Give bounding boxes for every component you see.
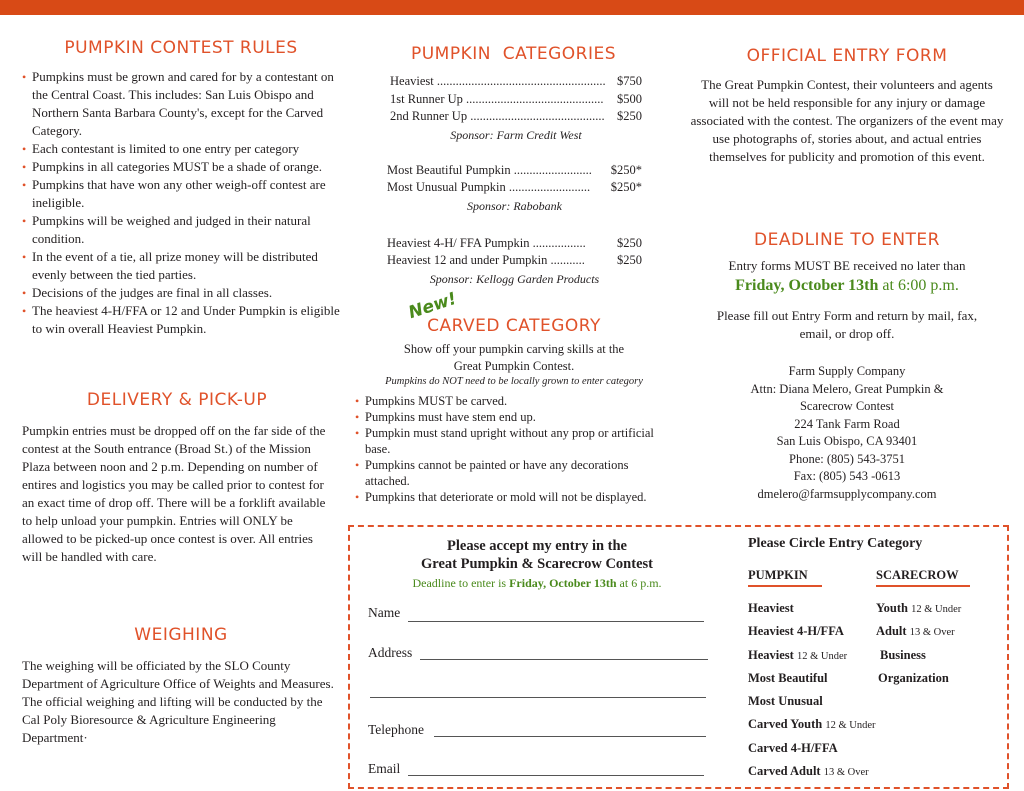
- rule-item: • Pumpkins that have won any other weigh-off contest are ineligible.: [22, 176, 340, 212]
- pumpkin-column-header: PUMPKIN: [748, 568, 808, 582]
- rules-section: [22, 38, 340, 338]
- deadline-heading: DEADLINE TO ENTER: [754, 230, 940, 250]
- sponsor-text: Sponsor: Kellogg Garden Products: [429, 271, 600, 286]
- delivery-section: [22, 390, 332, 566]
- category-amount: $500: [617, 91, 642, 106]
- option-sublabel: 12 & Under: [825, 720, 876, 731]
- category-row: [387, 235, 642, 253]
- option-sublabel: 13 & Over: [909, 627, 955, 638]
- official-section: [690, 46, 1004, 166]
- category-amount: $250*: [610, 162, 642, 177]
- deadline-time: at 6:00 p.m.: [878, 277, 959, 294]
- address-field-line2[interactable]: [370, 697, 706, 698]
- fill-out-instructions: Please fill out Entry Form and return by mail, fax, email, or drop off.: [716, 308, 978, 341]
- telephone-field[interactable]: [434, 736, 706, 737]
- form-deadline: [364, 576, 710, 591]
- category-label: Heaviest 12 and under Pumpkin ...........: [387, 253, 585, 267]
- categories-section: [385, 44, 642, 288]
- form-deadline-prefix: Deadline to enter is: [412, 576, 510, 590]
- option-label: Heaviest 4-H/FFA: [748, 624, 844, 638]
- category-amount: $750: [617, 74, 642, 88]
- scarecrow-header-underline: [876, 585, 970, 587]
- rule-item: • Each contestant is limited to one entry per category: [22, 140, 340, 158]
- deadline-date-line: [690, 277, 1004, 295]
- official-heading: OFFICIAL ENTRY FORM: [746, 46, 948, 66]
- address-line: 224 Tank Farm Road: [794, 416, 900, 431]
- form-title-line: Please accept my entry in the: [447, 538, 627, 554]
- option-carved-adult[interactable]: [748, 764, 869, 779]
- option-label: Organization: [878, 671, 949, 685]
- fax-line: Fax: (805) 543 -0613: [793, 469, 901, 483]
- option-scarecrow-youth[interactable]: [876, 601, 961, 616]
- address-line: San Luis Obispo, CA 93401: [776, 434, 918, 448]
- category-label: 1st Runner Up ............................................: [390, 91, 604, 106]
- carved-heading: CARVED CATEGORY: [427, 316, 601, 336]
- carved-rule-item: • Pumpkins must have stem end up.: [355, 409, 655, 425]
- category-amount: $250: [617, 235, 642, 250]
- option-label: Most Unusual: [748, 694, 823, 708]
- option-label: Carved Adult: [748, 764, 824, 778]
- category-group-beauty: [385, 162, 642, 215]
- carved-rules-list: [355, 393, 655, 505]
- email-field[interactable]: [408, 775, 704, 776]
- address-field[interactable]: [420, 659, 708, 660]
- option-label: Carved 4-H/FFA: [748, 741, 838, 755]
- category-label: Heaviest 4-H/ FFA Pumpkin .................: [387, 235, 586, 250]
- category-label: Most Unusual Pumpkin ..........................: [387, 180, 591, 194]
- delivery-text: Pumpkin entries must be dropped off on the far side of the contest at the South entrance (Broad St.) of the Mission Plaza between noon and 2 p.m. Depending on number of entires and logistics you may be called prior to contest for an exact time of drop off. There will be a forklift available to help unload your pumpkin. Entries will ONLY be allowed to be picked-up once contest is over. All entries will be handled with care.: [22, 423, 326, 564]
- phone-line: Phone: (805) 543-3751: [789, 451, 905, 466]
- carved-rule-item: • Pumpkins MUST be carved.: [355, 393, 655, 409]
- deadline-line: Entry forms MUST BE received no later than: [728, 258, 966, 273]
- carved-note: Pumpkins do NOT need to be locally grown to enter category: [385, 376, 643, 387]
- category-label: Most Beautiful Pumpkin .........................: [387, 162, 592, 177]
- carved-intro: Show off your pumpkin carving skills at the Great Pumpkin Contest.: [403, 342, 625, 373]
- weighing-section: [22, 625, 340, 747]
- rules-list: [22, 68, 340, 338]
- top-color-bar: [0, 0, 1024, 15]
- sponsor-text: Sponsor: Farm Credit West: [450, 127, 582, 142]
- option-scarecrow-business[interactable]: [880, 648, 926, 663]
- option-carved-4h-ffa[interactable]: [748, 741, 838, 756]
- address-line: Attn: Diana Melero, Great Pumpkin &: [750, 381, 944, 396]
- scarecrow-column-header: SCARECROW: [876, 568, 959, 582]
- circle-category-title: Please Circle Entry Category: [748, 536, 923, 551]
- form-title: [364, 537, 710, 591]
- rule-item: • Decisions of the judges are final in all classes.: [22, 284, 340, 302]
- option-heaviest-12-under[interactable]: [748, 648, 847, 663]
- form-deadline-date: Friday, October 13th: [509, 576, 617, 590]
- rule-item: • The heaviest 4-H/FFA or 12 and Under Pumpkin is eligible to win overall Heaviest Pumpkin.: [22, 302, 340, 338]
- weighing-heading: WEIGHING: [134, 625, 228, 645]
- rule-item: • In the event of a tie, all prize money will be distributed evenly between the tied parties.: [22, 248, 340, 284]
- category-group-youth: [385, 235, 642, 288]
- email-label: Email: [368, 761, 401, 776]
- option-scarecrow-adult[interactable]: [876, 624, 955, 639]
- option-scarecrow-organization[interactable]: [878, 671, 949, 686]
- form-title-line: Great Pumpkin & Scarecrow Contest: [421, 556, 653, 572]
- deadline-section: [690, 230, 1004, 503]
- email-address: dmelero@farmsupplycompany.com: [757, 486, 937, 501]
- category-row: [390, 108, 642, 126]
- pumpkin-header-underline: [748, 585, 822, 587]
- option-label: Heaviest: [748, 601, 794, 615]
- new-badge: New!: [406, 288, 460, 324]
- option-label: Carved Youth: [748, 717, 826, 731]
- rules-heading: PUMPKIN CONTEST RULES: [64, 38, 298, 58]
- sponsor-text: Sponsor: Rabobank: [467, 198, 562, 213]
- option-label: Adult: [876, 624, 910, 638]
- option-label: Business: [880, 648, 926, 662]
- category-group-heaviest: [385, 73, 642, 144]
- carved-rule-item: • Pumpkins that deteriorate or mold will not be displayed.: [355, 489, 655, 505]
- form-deadline-suffix: at 6 p.m.: [616, 576, 662, 590]
- category-row: [387, 179, 642, 197]
- carved-section: [355, 316, 673, 505]
- mailing-address: [690, 363, 1004, 503]
- deadline-date: Friday, October 13th: [735, 277, 879, 294]
- option-heaviest-4h-ffa[interactable]: [748, 624, 844, 639]
- option-most-beautiful[interactable]: [748, 671, 828, 686]
- telephone-label: Telephone: [368, 722, 425, 737]
- entry-form-box: [348, 525, 1009, 789]
- address-line: Scarecrow Contest: [799, 399, 895, 413]
- option-label: Most Beautiful: [748, 671, 828, 685]
- category-row: [390, 73, 642, 91]
- rule-item: • Pumpkins will be weighed and judged in their natural condition.: [22, 212, 340, 248]
- weighing-text: The weighing will be officiated by the SLO County Department of Agriculture Office of Weights and Measures. The official weighing and lifting will be conducted by the Cal Poly Bioresource & Agriculture Engineering Department·: [22, 658, 334, 745]
- delivery-heading: DELIVERY & PICK-UP: [86, 390, 268, 410]
- option-label: Youth: [876, 601, 912, 615]
- name-field[interactable]: [408, 621, 704, 622]
- category-amount: $250: [617, 253, 642, 267]
- name-label: Name: [368, 605, 401, 620]
- option-sublabel: 13 & Over: [823, 767, 869, 778]
- address-label: Address: [368, 645, 413, 660]
- option-carved-youth[interactable]: [748, 717, 876, 732]
- category-amount: $250*: [610, 180, 642, 194]
- category-amount: $250: [617, 109, 642, 123]
- option-most-unusual[interactable]: [748, 694, 823, 709]
- category-row: [387, 252, 642, 270]
- category-row: [390, 91, 642, 109]
- rule-item: • Pumpkins in all categories MUST be a shade of orange.: [22, 158, 340, 176]
- option-sublabel: 12 & Under: [796, 651, 848, 662]
- address-line: Farm Supply Company: [788, 364, 906, 378]
- option-sublabel: 12 & Under: [911, 604, 962, 615]
- official-text: The Great Pumpkin Contest, their volunteers and agents will not be held responsible for any injury or damage associated with the contest. The organizers of the event may use photographs of, stories about, and actual entries themselves for publicity and promotion of this event.: [690, 77, 1004, 164]
- rule-item: • Pumpkins must be grown and cared for by a contestant on the Central Coast. This includes: San Luis Obispo and Northern Santa Barbara County's, except for the Carved Category.: [22, 68, 340, 140]
- carved-rule-item: • Pumpkin must stand upright without any prop or artificial base.: [355, 425, 655, 457]
- category-label: 2nd Runner Up ...........................................: [390, 109, 605, 123]
- carved-rule-item: • Pumpkins cannot be painted or have any decorations attached.: [355, 457, 655, 489]
- option-heaviest[interactable]: [748, 601, 794, 616]
- category-label: Heaviest ......................................................: [390, 74, 606, 88]
- category-row: [387, 162, 642, 180]
- option-label: Heaviest: [748, 648, 797, 662]
- categories-heading: PUMPKIN CATEGORIES: [410, 44, 617, 64]
